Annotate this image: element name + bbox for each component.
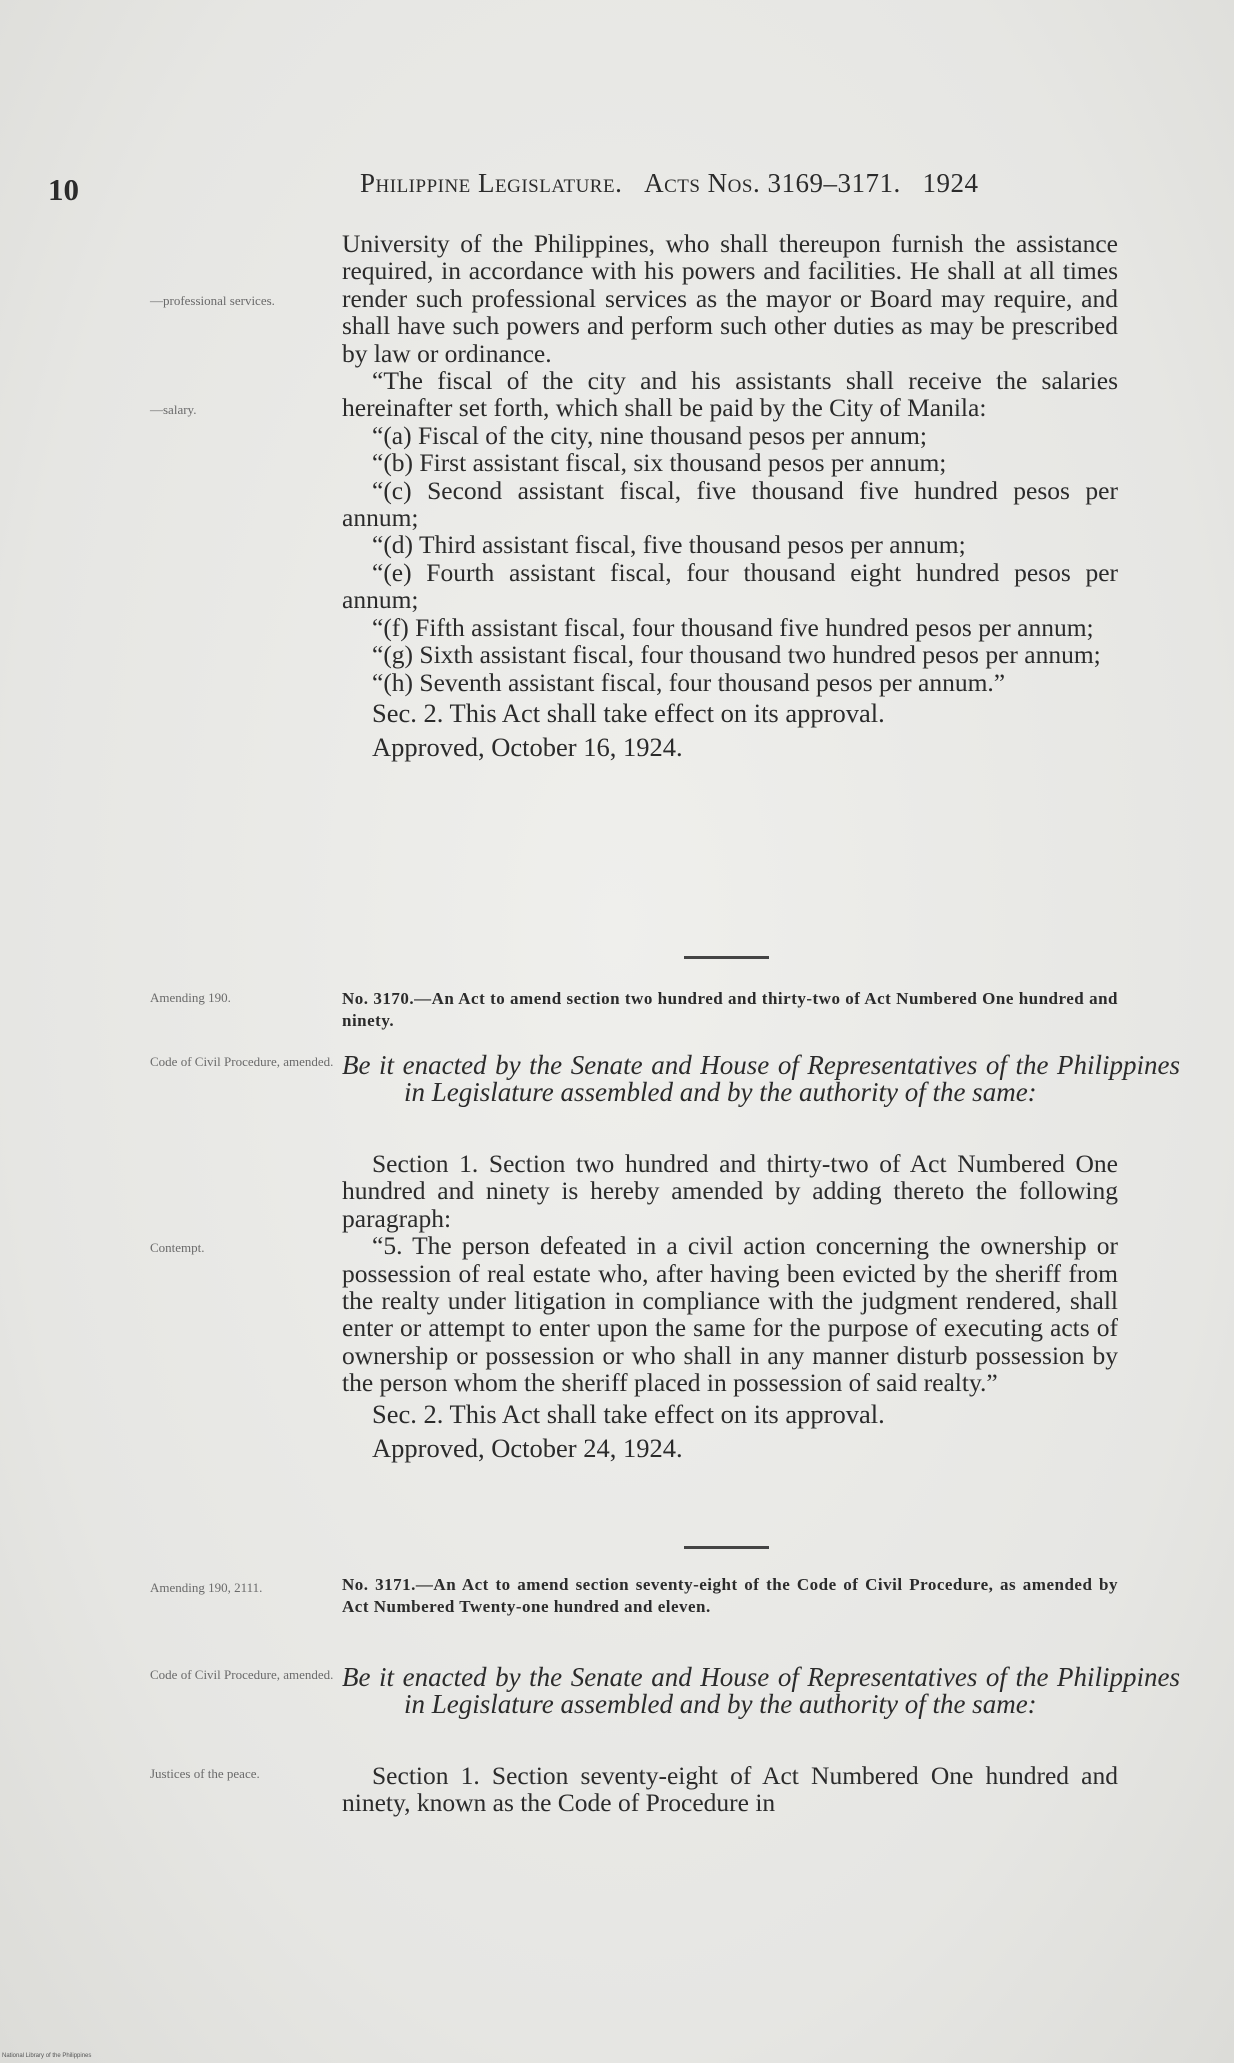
act-3170-section-1: Section 1. Section two hundred and thirty-two of Act Numbered One hundred and ninety is hereby amended by adding thereto the following paragraph: [342,1149,1118,1233]
continuation-text [342,230,1118,764]
act-3170-paragraph-5: “5. The person defeated in a civil action concerning the ownership or possession of real estate who, after having been evicted by the sheriff from the realty under litigation in compliance with the judgment rendered, shall enter or attempt to enter upon the same for the purpose of executing acts of ownership or possession or who shall in any manner disturb possession by the person whom the sheriff placed in possession of said realty.” [342,1231,1118,1398]
salary-item-h: “(h) Seventh assistant fiscal, four thousand pesos per annum.” [372,667,1006,697]
salary-item-d: “(d) Third assistant fiscal, five thousand pesos per annum; [372,530,966,560]
act-3170-approved: Approved, October 24, 1924. [372,1432,683,1463]
margin-note-professional: —professional services. [150,293,275,308]
divider-rule-2 [684,1546,769,1549]
act-3171-body [342,1762,1118,1817]
margin-note-amending-190: Amending 190. [150,990,231,1005]
act-3170-section-2: Sec. 2. This Act shall take effect on its approval. [372,1398,885,1429]
section-2-a: Sec. 2. This Act shall take effect on its approval. [372,697,885,728]
salary-item-a: “(a) Fiscal of the city, nine thousand pesos per annum; [372,420,927,450]
act-3171-section-1: Section 1. Section seventy-eight of Act Numbered One hundred and ninety, known as the Code of Procedure in [342,1761,1118,1818]
salary-item-g: “(g) Sixth assistant fiscal, four thousand two hundred pesos per annum; [372,640,1101,670]
divider-rule-1 [684,956,769,959]
act-3171-enacting-clause: Be it enacted by the Senate and House of Representatives of the Philippines in Legislature assembled and by the authority of the same: [342,1662,1180,1719]
margin-note-civil-procedure-a: Code of Civil Procedure, amended. [150,1054,334,1069]
header-acts: Acts Nos. 3169–3171. [644,168,901,198]
header-year: 1924 [922,168,979,198]
act-3170-title: No. 3170.—An Act to amend section two hundred and thirty-two of Act Numbered One hundred and ninety. [342,989,1118,1030]
salary-item-c: “(c) Second assistant fiscal, five thousand five hundred pesos per annum; [342,475,1118,533]
salary-item-f: “(f) Fifth assistant fiscal, four thousand five hundred pesos per annum; [372,612,1094,642]
salary-item-b: “(b) First assistant fiscal, six thousand pesos per annum; [372,448,947,478]
paragraph-university: University of the Philippines, who shall thereupon furnish the assistance required, in accordance with his powers and facilities. He shall at all times render such professional services as the mayor or Board may require, and shall have such powers and perform such other duties as may be prescribed by law or ordinance. [342,229,1118,368]
margin-note-justices: Justices of the peace. [150,1766,260,1781]
footer-credit: National Library of the Philippines [2,2053,92,2059]
running-header [360,168,978,199]
margin-note-contempt: Contempt. [150,1240,205,1255]
margin-note-amending-190-2111: Amending 190, 2111. [150,1580,263,1595]
page-number: 10 [48,172,79,207]
act-3170-enacting-clause: Be it enacted by the Senate and House of Representatives of the Philippines in Legislature assembled and by the authority of the same: [342,1050,1180,1107]
margin-note-civil-procedure-b: Code of Civil Procedure, amended. [150,1667,334,1682]
salary-item-e: “(e) Fourth assistant fiscal, four thousand eight hundred pesos per annum; [342,557,1118,615]
header-title: Philippine Legislature. [360,168,623,198]
margin-note-salary: —salary. [150,402,197,417]
paragraph-salaries: “The fiscal of the city and his assistants shall receive the salaries hereinafter set forth, which shall be paid by the City of Manila: [342,366,1118,423]
act-3170-body [342,1150,1118,1465]
act-3171-title: No. 3171.—An Act to amend section seventy-eight of the Code of Civil Procedure, as amended by Act Numbered Twenty-one hundred and eleven. [342,1575,1118,1616]
approved-a: Approved, October 16, 1924. [372,731,683,762]
